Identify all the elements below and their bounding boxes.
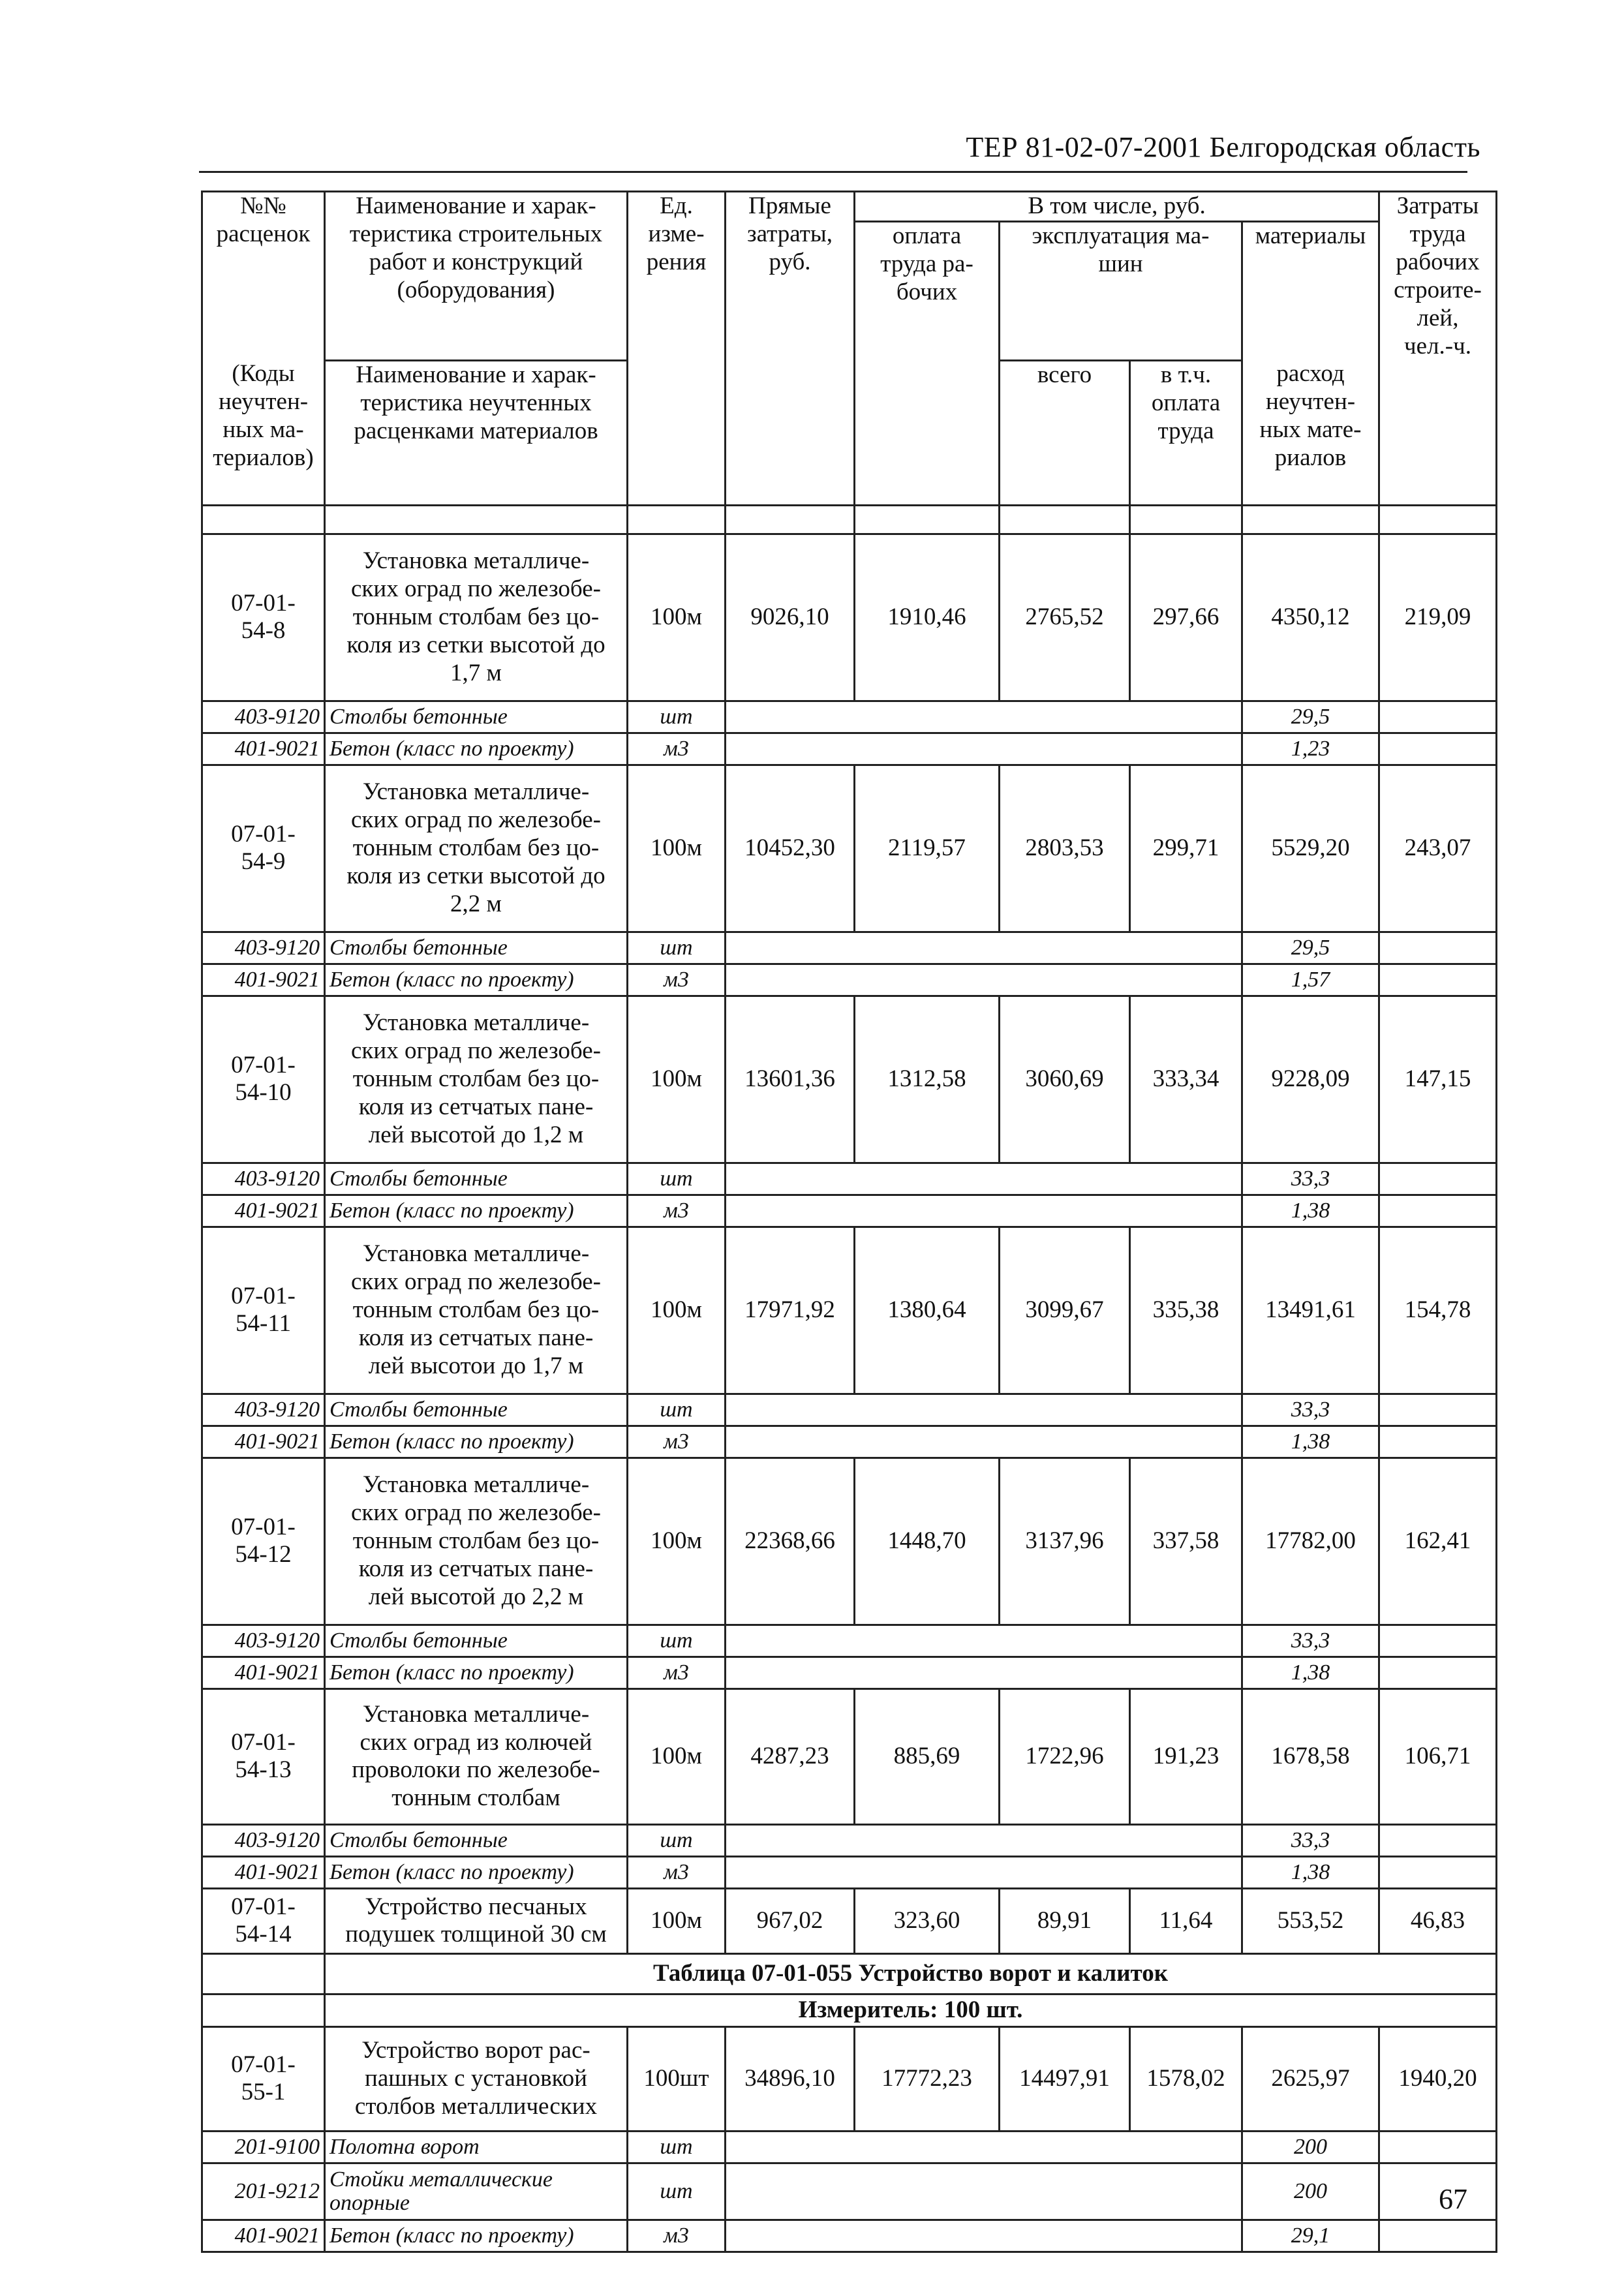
material-qty: 1,38 <box>1242 1426 1379 1458</box>
head-materials: материалы <box>1242 221 1379 360</box>
rate-materials: 1678,58 <box>1242 1688 1379 1824</box>
rate-direct-costs: 4287,23 <box>726 1688 855 1824</box>
material-row <box>202 1856 1497 1888</box>
material-qty: 33,3 <box>1242 1625 1379 1657</box>
material-row <box>202 1195 1497 1227</box>
material-unit: м3 <box>628 1426 726 1458</box>
material-name: Бетон (класс по проекту) <box>325 1426 628 1458</box>
material-row <box>202 1625 1497 1657</box>
rate-row <box>202 534 1497 701</box>
rate-materials: 553,52 <box>1242 1888 1379 1953</box>
material-labor-blank <box>1379 2163 1497 2220</box>
material-labor-blank <box>1379 1657 1497 1688</box>
rate-machines-wages: 333,34 <box>1130 996 1242 1163</box>
material-row <box>202 1426 1497 1458</box>
head-direct-costs: Прямые затраты, руб. <box>726 192 855 361</box>
material-blank <box>726 1824 1242 1856</box>
rate-name: Установка металличе- ских оград по железобе- тонным столбам без цо- коля из сетки высотой до 2,2 м <box>325 765 628 932</box>
material-qty: 33,3 <box>1242 1394 1379 1426</box>
material-unit: шт <box>628 932 726 964</box>
material-labor-blank <box>1379 1426 1497 1458</box>
rate-machines-total: 14497,91 <box>1000 2026 1130 2131</box>
material-blank <box>726 932 1242 964</box>
material-row <box>202 1394 1497 1426</box>
material-unit: шт <box>628 1824 726 1856</box>
head-unit-blank <box>628 360 726 505</box>
material-labor-blank <box>1379 1394 1497 1426</box>
material-labor-blank <box>1379 964 1497 996</box>
rate-unit: 100м <box>628 996 726 1163</box>
head-code-line: расценок <box>216 220 311 247</box>
head-labor: Затраты труда рабочих строите- лей, чел.-ч. <box>1379 192 1497 361</box>
material-qty: 1,38 <box>1242 1657 1379 1688</box>
rate-unit: 100м <box>628 1458 726 1625</box>
rate-machines-wages: 335,38 <box>1130 1227 1242 1394</box>
material-unit: м3 <box>628 733 726 765</box>
material-labor-blank <box>1379 701 1497 733</box>
rate-direct-costs: 967,02 <box>726 1888 855 1953</box>
material-row <box>202 932 1497 964</box>
material-qty: 1,38 <box>1242 1856 1379 1888</box>
rate-machines-wages: 297,66 <box>1130 534 1242 701</box>
material-row <box>202 2131 1497 2163</box>
material-blank <box>726 964 1242 996</box>
material-name: Столбы бетонные <box>325 1163 628 1195</box>
material-blank <box>726 1657 1242 1688</box>
material-code: 403-9120 <box>202 1394 325 1426</box>
rate-code: 07-01- 54-10 <box>202 996 325 1163</box>
section-title: Таблица 07-01-055 Устройство ворот и калиток <box>325 1953 1497 1994</box>
material-qty: 33,3 <box>1242 1163 1379 1195</box>
material-code: 403-9120 <box>202 1625 325 1657</box>
head-name-top: Наименование и харак- теристика строительных работ и конструкций (оборудования) <box>325 192 628 361</box>
material-blank <box>726 733 1242 765</box>
material-blank <box>726 1163 1242 1195</box>
head-code-cell <box>202 192 325 361</box>
material-blank <box>726 1625 1242 1657</box>
material-code: 401-9021 <box>202 2220 325 2252</box>
material-code: 401-9021 <box>202 1426 325 1458</box>
material-code: 401-9021 <box>202 1657 325 1688</box>
rate-machines-total: 3137,96 <box>1000 1458 1130 1625</box>
rate-direct-costs: 13601,36 <box>726 996 855 1163</box>
rate-materials: 2625,97 <box>1242 2026 1379 2131</box>
spacer-cell <box>1379 505 1497 534</box>
rate-machines-total: 89,91 <box>1000 1888 1130 1953</box>
head-machines-total: всего <box>1000 360 1130 505</box>
rate-name: Установка металличе- ских оград по железобе- тонным столбам без цо- коля из сетчатых пане- лей высотой до 1,2 м <box>325 996 628 1163</box>
material-row <box>202 2220 1497 2252</box>
head-wages: оплата труда ра- бочих <box>855 221 1000 505</box>
spacer-cell <box>726 505 855 534</box>
material-name: Столбы бетонные <box>325 701 628 733</box>
material-blank <box>726 2163 1242 2220</box>
material-labor-blank <box>1379 2131 1497 2163</box>
rate-machines-wages: 337,58 <box>1130 1458 1242 1625</box>
header-rule <box>199 171 1467 173</box>
spacer-cell <box>1130 505 1242 534</box>
rate-labor: 106,71 <box>1379 1688 1497 1824</box>
rate-unit: 100м <box>628 1888 726 1953</box>
material-name: Бетон (класс по проекту) <box>325 964 628 996</box>
rate-row <box>202 996 1497 1163</box>
rate-labor: 46,83 <box>1379 1888 1497 1953</box>
material-unit: м3 <box>628 2220 726 2252</box>
material-unit: шт <box>628 1394 726 1426</box>
rate-direct-costs: 10452,30 <box>726 765 855 932</box>
rate-direct-costs: 34896,10 <box>726 2026 855 2131</box>
material-row <box>202 1657 1497 1688</box>
section-title-row <box>202 1953 1497 1994</box>
rate-direct-costs: 9026,10 <box>726 534 855 701</box>
rate-wages: 17772,23 <box>855 2026 1000 2131</box>
rate-code: 07-01- 54-12 <box>202 1458 325 1625</box>
section-measure-row <box>202 1994 1497 2026</box>
rate-name: Устройство песчаных подушек толщиной 30 см <box>325 1888 628 1953</box>
rate-labor: 162,41 <box>1379 1458 1497 1625</box>
head-code-line: (Коды <box>232 360 295 388</box>
material-labor-blank <box>1379 932 1497 964</box>
rate-wages: 2119,57 <box>855 765 1000 932</box>
rate-wages: 885,69 <box>855 1688 1000 1824</box>
material-unit: шт <box>628 701 726 733</box>
head-code-line: №№ <box>240 192 286 219</box>
section-blank <box>202 1994 325 2026</box>
material-row <box>202 701 1497 733</box>
material-code: 401-9021 <box>202 1856 325 1888</box>
head-code-line: териалов) <box>213 444 314 472</box>
rate-wages: 1380,64 <box>855 1227 1000 1394</box>
material-qty: 1,23 <box>1242 733 1379 765</box>
rate-labor: 219,09 <box>1379 534 1497 701</box>
material-qty: 33,3 <box>1242 1824 1379 1856</box>
rate-machines-wages: 299,71 <box>1130 765 1242 932</box>
rate-machines-total: 3099,67 <box>1000 1227 1130 1394</box>
material-name: Столбы бетонные <box>325 1625 628 1657</box>
rate-name: Установка металличе- ских оград по железобе- тонным столбам без цо- коля из сетчатых пане- лей высотой до 2,2 м <box>325 1458 628 1625</box>
rate-code: 07-01- 55-1 <box>202 2026 325 2131</box>
rate-machines-total: 1722,96 <box>1000 1688 1130 1824</box>
rate-wages: 1448,70 <box>855 1458 1000 1625</box>
rate-row <box>202 1227 1497 1394</box>
material-name: Столбы бетонные <box>325 932 628 964</box>
rate-materials: 4350,12 <box>1242 534 1379 701</box>
head-code-line: неучтен- <box>218 388 309 416</box>
rate-machines-total: 2765,52 <box>1000 534 1130 701</box>
rate-machines-total: 2803,53 <box>1000 765 1130 932</box>
material-code: 401-9021 <box>202 964 325 996</box>
rate-labor: 154,78 <box>1379 1227 1497 1394</box>
material-code: 201-9212 <box>202 2163 325 2220</box>
head-direct-blank <box>726 360 855 505</box>
material-labor-blank <box>1379 1824 1497 1856</box>
spacer-cell <box>628 505 726 534</box>
material-blank <box>726 1856 1242 1888</box>
section-blank <box>202 1953 325 1994</box>
material-code: 403-9120 <box>202 701 325 733</box>
rate-machines-wages: 191,23 <box>1130 1688 1242 1824</box>
rate-direct-costs: 22368,66 <box>726 1458 855 1625</box>
spacer-cell <box>855 505 1000 534</box>
material-blank <box>726 1426 1242 1458</box>
rate-code: 07-01- 54-11 <box>202 1227 325 1394</box>
material-code: 401-9021 <box>202 733 325 765</box>
material-unit: шт <box>628 1625 726 1657</box>
rate-row <box>202 1458 1497 1625</box>
material-blank <box>726 2131 1242 2163</box>
material-labor-blank <box>1379 1195 1497 1227</box>
material-blank <box>726 1195 1242 1227</box>
material-row <box>202 2163 1497 2220</box>
material-code: 403-9120 <box>202 1163 325 1195</box>
rate-wages: 323,60 <box>855 1888 1000 1953</box>
material-name: Бетон (класс по проекту) <box>325 733 628 765</box>
head-including: В том числе, руб. <box>855 192 1379 222</box>
head-machines: эксплуатация ма- шин <box>1000 221 1242 360</box>
rate-machines-wages: 1578,02 <box>1130 2026 1242 2131</box>
material-code: 403-9120 <box>202 1824 325 1856</box>
rate-materials: 13491,61 <box>1242 1227 1379 1394</box>
rates-table <box>201 191 1497 2253</box>
page-number: 67 <box>1439 2183 1467 2215</box>
material-name: Стойки металлические опорные <box>325 2163 628 2220</box>
rate-name: Установка металличе- ских оград из колючей проволоки по железобе- тонным столбам <box>325 1688 628 1824</box>
rate-labor: 243,07 <box>1379 765 1497 932</box>
rate-unit: 100шт <box>628 2026 726 2131</box>
head-materials-use: расход неучтен- ных мате- риалов <box>1242 360 1379 505</box>
material-labor-blank <box>1379 733 1497 765</box>
material-blank <box>726 1394 1242 1426</box>
material-name: Бетон (класс по проекту) <box>325 1856 628 1888</box>
material-row <box>202 733 1497 765</box>
material-qty: 1,57 <box>1242 964 1379 996</box>
rate-wages: 1312,58 <box>855 996 1000 1163</box>
material-unit: м3 <box>628 1657 726 1688</box>
rate-direct-costs: 17971,92 <box>726 1227 855 1394</box>
material-unit: м3 <box>628 1195 726 1227</box>
rate-unit: 100м <box>628 534 726 701</box>
document-title: ТЕР 81-02-07-2001 Белгородская область <box>966 131 1480 163</box>
head-material-codes <box>202 360 325 505</box>
rate-labor: 147,15 <box>1379 996 1497 1163</box>
material-row <box>202 964 1497 996</box>
rate-code: 07-01- 54-8 <box>202 534 325 701</box>
rate-code: 07-01- 54-14 <box>202 1888 325 1953</box>
material-name: Бетон (класс по проекту) <box>325 2220 628 2252</box>
rate-unit: 100м <box>628 765 726 932</box>
rate-row <box>202 1888 1497 1953</box>
rate-row <box>202 1688 1497 1824</box>
material-labor-blank <box>1379 2220 1497 2252</box>
rate-name: Устройство ворот рас- пашных с установкой столбов металлических <box>325 2026 628 2131</box>
material-blank <box>726 2220 1242 2252</box>
spacer-cell <box>325 505 628 534</box>
spacer-cell <box>1242 505 1379 534</box>
rate-unit: 100м <box>628 1227 726 1394</box>
material-name: Столбы бетонные <box>325 1824 628 1856</box>
material-name: Бетон (класс по проекту) <box>325 1657 628 1688</box>
material-qty: 29,5 <box>1242 701 1379 733</box>
rate-materials: 9228,09 <box>1242 996 1379 1163</box>
rate-row <box>202 765 1497 932</box>
material-qty: 200 <box>1242 2163 1379 2220</box>
rate-code: 07-01- 54-13 <box>202 1688 325 1824</box>
rate-machines-wages: 11,64 <box>1130 1888 1242 1953</box>
material-unit: шт <box>628 2163 726 2220</box>
rate-unit: 100м <box>628 1688 726 1824</box>
material-unit: м3 <box>628 964 726 996</box>
material-unit: шт <box>628 1163 726 1195</box>
head-unit: Ед. изме- рения <box>628 192 726 361</box>
rate-code: 07-01- 54-9 <box>202 765 325 932</box>
material-qty: 29,1 <box>1242 2220 1379 2252</box>
rate-materials: 5529,20 <box>1242 765 1379 932</box>
rate-name: Установка металличе- ских оград по железобе- тонным столбам без цо- коля из сетчатых пане- лей высотои до 1,7 м <box>325 1227 628 1394</box>
section-measure: Измеритель: 100 шт. <box>325 1994 1497 2026</box>
material-qty: 29,5 <box>1242 932 1379 964</box>
material-row <box>202 1163 1497 1195</box>
rate-name: Установка металличе- ских оград по железобе- тонным столбам без цо- коля из сетки высотой до 1,7 м <box>325 534 628 701</box>
material-name: Столбы бетонные <box>325 1394 628 1426</box>
spacer-cell <box>202 505 325 534</box>
material-unit: м3 <box>628 1856 726 1888</box>
material-code: 201-9100 <box>202 2131 325 2163</box>
rate-labor: 1940,20 <box>1379 2026 1497 2131</box>
material-code: 401-9021 <box>202 1195 325 1227</box>
head-name-bottom: Наименование и харак- теристика неучтенных расценками материалов <box>325 360 628 505</box>
material-labor-blank <box>1379 1856 1497 1888</box>
material-qty: 200 <box>1242 2131 1379 2163</box>
head-labor-blank <box>1379 360 1497 505</box>
material-labor-blank <box>1379 1625 1497 1657</box>
rate-machines-total: 3060,69 <box>1000 996 1130 1163</box>
rate-row <box>202 2026 1497 2131</box>
head-code-line: ных ма- <box>222 416 304 444</box>
rate-materials: 17782,00 <box>1242 1458 1379 1625</box>
material-name: Бетон (класс по проекту) <box>325 1195 628 1227</box>
head-machines-wages: в т.ч. оплата труда <box>1130 360 1242 505</box>
material-labor-blank <box>1379 1163 1497 1195</box>
material-unit: шт <box>628 2131 726 2163</box>
material-code: 403-9120 <box>202 932 325 964</box>
material-blank <box>726 701 1242 733</box>
spacer-cell <box>1000 505 1130 534</box>
material-row <box>202 1824 1497 1856</box>
rate-wages: 1910,46 <box>855 534 1000 701</box>
material-qty: 1,38 <box>1242 1195 1379 1227</box>
material-name: Полотна ворот <box>325 2131 628 2163</box>
